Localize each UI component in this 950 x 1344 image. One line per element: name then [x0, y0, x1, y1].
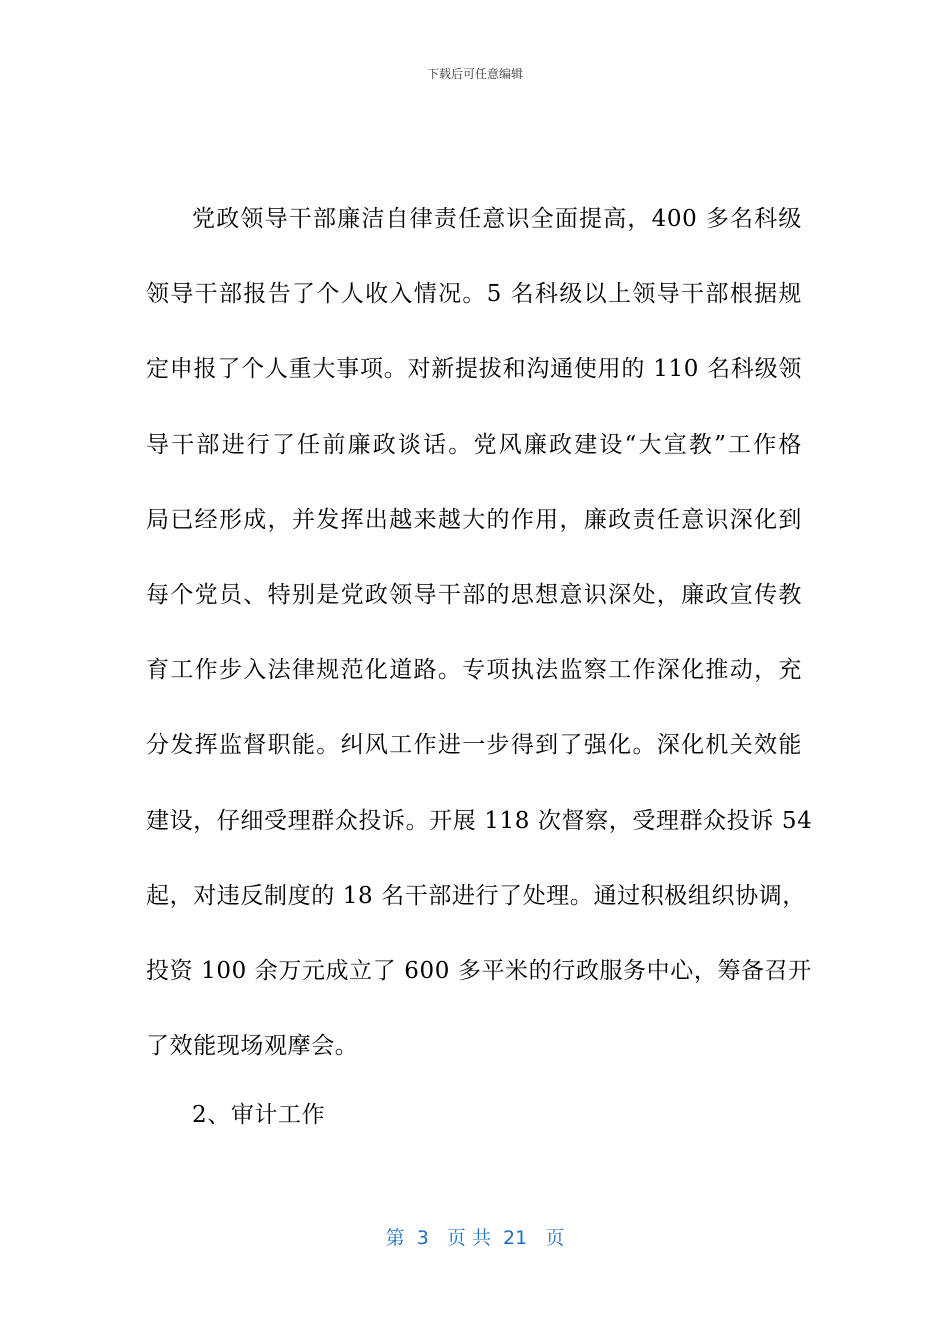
paragraph-line: 党政领导干部廉洁自律责任意识全面提高，400 多名科级 — [192, 206, 802, 232]
document-body — [146, 182, 813, 1084]
page-header-note: 下载后可任意编辑 — [426, 67, 523, 81]
paragraph-line: 起，对违反制度的 18 名干部进行了处理。通过积极组织协调， — [146, 882, 806, 909]
page-number-footer: 第 3 页 共 21 页 — [385, 1227, 565, 1249]
paragraph-line: 育工作步入法律规范化道路。专项执法监察工作深化推动，充 — [146, 657, 802, 684]
paragraph-line: 建设，仔细受理群众投诉。开展 118 次督察，受理群众投诉 54 — [146, 807, 813, 834]
paragraph-line: 定申报了个人重大事项。对新提拔和沟通使用的 110 名科级领 — [146, 356, 802, 383]
paragraph-line: 导干部进行了任前廉政谈话。党风廉政建设“大宣教”工作格 — [146, 431, 802, 458]
paragraph-line: 每个党员、特别是党政领导干部的思想意识深处，廉政宣传教 — [146, 581, 802, 608]
section-heading: 2、审计工作 — [192, 1102, 326, 1128]
paragraph-line: 局已经形成，并发挥出越来越大的作用，廉政责任意识深化到 — [146, 506, 802, 533]
paragraph-line: 了效能现场观摩会。 — [146, 1033, 359, 1060]
paragraph-line: 领导干部报告了个人收入情况。5 名科级以上领导干部根据规 — [146, 281, 802, 308]
paragraph-line: 投资 100 余万元成立了 600 多平米的行政服务中心，筹备召开 — [146, 957, 812, 984]
paragraph-line: 分发挥监督职能。纠风工作进一步得到了强化。深化机关效能 — [146, 732, 802, 759]
